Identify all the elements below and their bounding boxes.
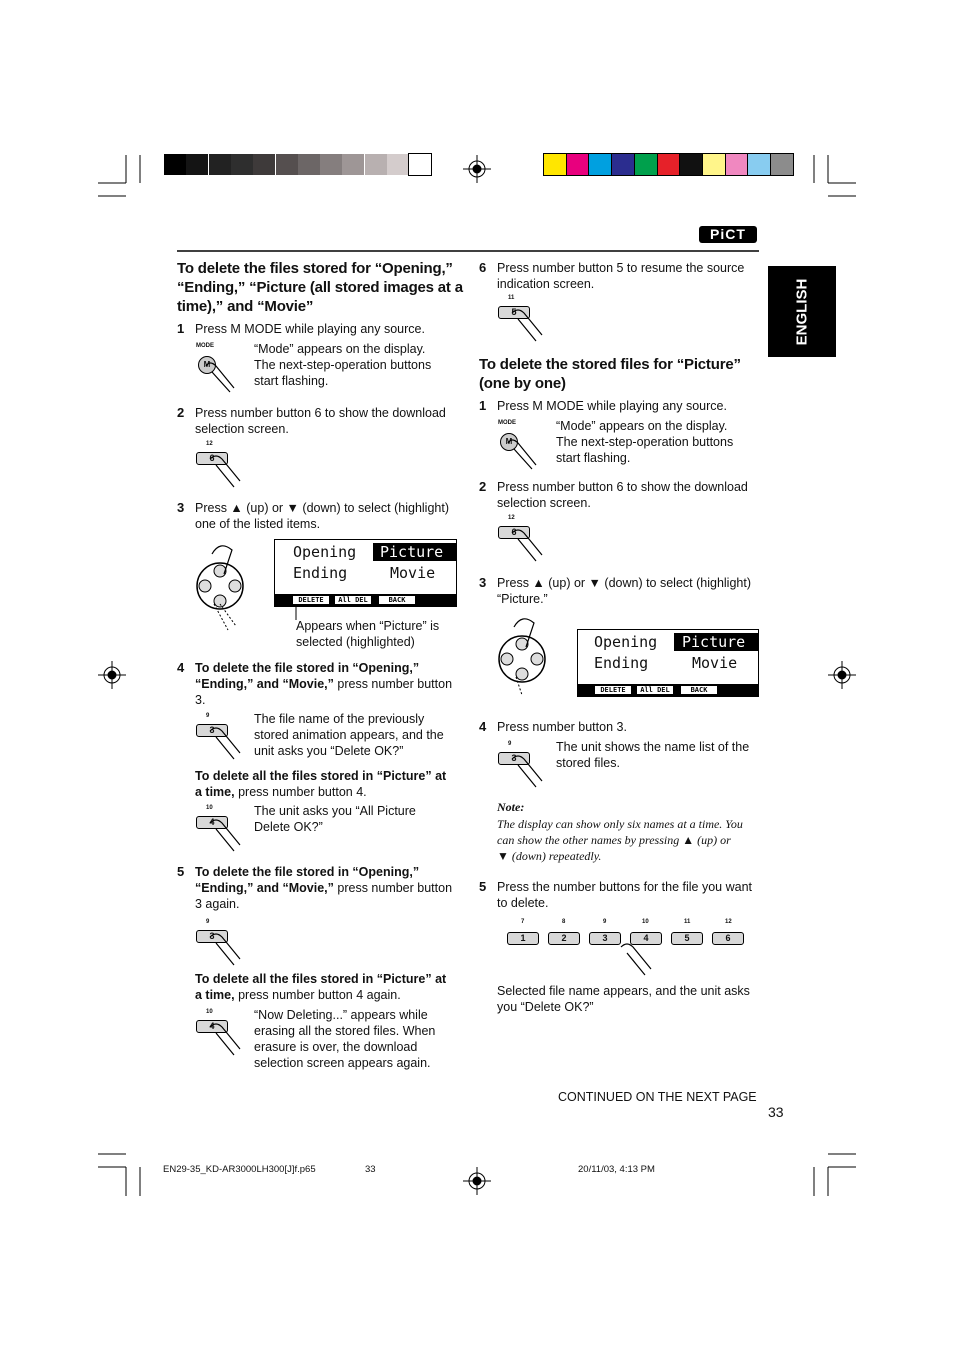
step-number: 4 xyxy=(177,660,185,675)
step-text: Press the number buttons for the file you want to delete. xyxy=(497,880,752,910)
gray-swatch xyxy=(342,154,364,175)
step-description: The unit asks you “All Picture Delete OK?” xyxy=(254,804,416,834)
step-description: Selected file name appears, and the unit asks you “Delete OK?” xyxy=(497,984,750,1014)
step-text: To delete the file stored in “Opening,” “Ending,” and “Movie,” press number button 3. xyxy=(195,661,453,707)
left-heading: To delete the files stored for “Opening,” “Ending,” “Picture (all stored images at a time),” and “Movie” xyxy=(177,260,463,315)
step-text: Press number button 6 to show the download selection screen. xyxy=(497,480,748,510)
step-description: “Mode” appears on the display. The next-step-operation buttons start flashing. xyxy=(556,419,734,465)
step-description: The unit shows the name list of the stored files. xyxy=(556,740,750,770)
number-buttons-row: 7 8 9 10 11 12 1 2 3 4 5 6 xyxy=(507,919,747,979)
step-number: 6 xyxy=(479,260,487,275)
lcd-display: Opening Picture Ending Movie DELETE All DEL BACK xyxy=(577,629,759,697)
step-description: “Mode” appears on the display. The next-step-operation buttons start flashing. xyxy=(254,342,432,388)
step-number: 2 xyxy=(479,479,487,494)
step-number: 1 xyxy=(177,321,185,336)
step-number: 5 xyxy=(479,879,487,894)
footer-filename: EN29-35_KD-AR3000LH300[J]f.p65 xyxy=(163,1164,316,1175)
number-button-2[interactable]: 2 xyxy=(548,932,580,945)
lcd-softkey-bar: DELETE All DEL BACK xyxy=(578,684,758,696)
finger-icon xyxy=(506,435,542,471)
number-button-3-illustration: 9 3 xyxy=(196,713,246,763)
finger-icon xyxy=(206,1019,246,1059)
step-number: 3 xyxy=(479,575,487,590)
page-number: 33 xyxy=(768,1104,784,1120)
footer-page: 33 xyxy=(365,1164,376,1175)
step-text: To delete all the files stored in “Picture” at a time, press number button 4 again. xyxy=(195,972,447,1002)
color-swatch xyxy=(680,154,702,175)
step-number: 4 xyxy=(479,719,487,734)
color-swatch xyxy=(635,154,657,175)
number-button-5-illustration: 11 5 xyxy=(498,295,548,345)
step-text: Press M MODE while playing any source. xyxy=(195,322,425,336)
gray-swatch xyxy=(409,154,431,175)
display-caption: Appears when “Picture” is selected (highlighted) xyxy=(296,619,440,649)
color-swatch xyxy=(771,154,793,175)
note-text: The display can show only six names at a time. You can show the other names by pressing ▲ (up) or ▼ (down) repeatedly. xyxy=(497,817,743,863)
note-title: Note: xyxy=(497,800,525,814)
number-button-3[interactable]: 3 xyxy=(589,932,621,945)
manual-page: PiCT ENGLISH To delete the files stored for “Opening,” “Ending,” “Picture (all stored images at a time),” and “Movie” 1 Press M MODE while playing any source. MODE M “Mode” appears on the display. The next-step-operation buttons start flashing. 2 Press number button 6 to show the download selection screen. 12 6 3 Press ▲ (up) or ▼ (down) to select (highlight) one of the listed items. Opening Picture Ending Movie DELETE All DEL BACK Appears when “Picture” is selected (highlighted) 4 To delete the file stored in “Opening,” “Ending,” and “Movie,” press number button 3. 9 3 The file name of the previously stored animation appears, and the unit asks you “Delete OK?” To delete all the files stored in “Picture” at a time, press number button 4. 10 4 The unit asks you “All Picture Delete OK?” 5 To delete the file stored in “Opening,” “Ending,” and “Movie,” press number button 3 again. 9 3 To delete all the files stored in “Picture” at a time, press number button 4 again. 10 4 “Now Deleting...” appears while erasing all the stored files. When erasure is over, the download selection screen appears again. 6 Press number button 5 to resume the source indication screen. 11 5 To delete the stored files for “Picture” (one by one) 1 Press M MODE while playing any source. MODE M “Mode” appears on the display. The next-step-operation buttons start flashing. 2 Press number button 6 to show the download selection screen. 12 6 3 Press ▲ (up) or ▼ (down) to select (highlight) “Picture.” Opening Picture Ending Movie DELETE All DEL BACK 4 Press number button 3. 9 3 The unit shows the name list of the stored files. Note: The display can show only six names at a time. You can show the other names by pressing ▲ (up) or ▼ (down) repeatedly. 5 Press the number buttons for the file you want to delete. 7 8 9 10 11 12 1 2 3 4 5 6 Selected file name appears, and the unit asks you “Delete OK?” CONTINUED ON THE NEXT PAGE 33 EN29-35_KD-AR3000LH300[J]f.p65 33 20/11/03, 4:13 PM xyxy=(0,0,954,1351)
pict-logo: PiCT xyxy=(699,226,757,243)
color-swatch xyxy=(658,154,680,175)
number-button-4-illustration: 10 4 xyxy=(196,805,246,855)
number-button-6-illustration: 12 6 xyxy=(196,441,246,491)
color-swatch xyxy=(726,154,748,175)
finger-icon xyxy=(206,815,246,855)
step-text: Press ▲ (up) or ▼ (down) to select (highlight) “Picture.” xyxy=(497,576,751,606)
finger-icon xyxy=(508,525,548,565)
gray-swatch xyxy=(365,154,387,175)
number-button-4[interactable]: 4 xyxy=(630,932,662,945)
step-description: The file name of the previously stored animation appears, and the unit asks you “Delete OK?” xyxy=(254,712,444,758)
lcd-display: Opening Picture Ending Movie DELETE All DEL BACK xyxy=(274,539,457,607)
finger-icon xyxy=(508,751,548,791)
color-swatch xyxy=(544,154,566,175)
gray-swatch xyxy=(231,154,253,175)
color-swatch xyxy=(567,154,589,175)
step-number: 2 xyxy=(177,405,185,420)
gray-swatch xyxy=(209,154,231,175)
number-button-6-illustration: 12 6 xyxy=(498,515,548,565)
color-swatch xyxy=(589,154,611,175)
step-number: 3 xyxy=(177,500,185,515)
step-text: Press number button 3. xyxy=(497,720,627,734)
lcd-softkey-bar: DELETE All DEL BACK xyxy=(275,594,456,606)
finger-icon xyxy=(508,305,548,345)
finger-icon xyxy=(617,939,657,979)
finger-icon xyxy=(206,451,246,491)
finger-icon xyxy=(204,358,240,394)
gray-swatch xyxy=(298,154,320,175)
color-swatch xyxy=(748,154,770,175)
number-button-3-illustration: 9 3 xyxy=(498,741,548,791)
finger-icon xyxy=(206,723,246,763)
continued-note: CONTINUED ON THE NEXT PAGE xyxy=(558,1090,757,1104)
number-button-3-illustration: 9 3 xyxy=(196,919,246,969)
gray-swatch xyxy=(320,154,342,175)
gray-swatch xyxy=(164,154,186,175)
control-dial-illustration xyxy=(192,540,252,634)
control-dial-illustration xyxy=(494,613,554,707)
step-text: Press number button 5 to resume the source indication screen. xyxy=(497,261,745,291)
step-text: Press number button 6 to show the download selection screen. xyxy=(195,406,446,436)
gray-swatch xyxy=(253,154,275,175)
gray-swatch xyxy=(387,154,409,175)
language-tab: ENGLISH xyxy=(768,266,836,357)
number-button-6[interactable]: 6 xyxy=(712,932,744,945)
number-button-4-illustration: 10 4 xyxy=(196,1009,246,1059)
step-text: To delete the file stored in “Opening,” “Ending,” and “Movie,” press number button 3 again. xyxy=(195,865,453,911)
number-button-1[interactable]: 1 xyxy=(507,932,539,945)
step-number: 5 xyxy=(177,864,185,879)
finger-icon xyxy=(206,929,246,969)
number-button-5[interactable]: 5 xyxy=(671,932,703,945)
step-number: 1 xyxy=(479,398,487,413)
gray-swatch xyxy=(276,154,298,175)
step-text: Press M MODE while playing any source. xyxy=(497,399,727,413)
color-swatch xyxy=(612,154,634,175)
step-description: “Now Deleting...” appears while erasing all the stored files. When erasure is over, the download selection screen appears again. xyxy=(254,1008,436,1070)
right-heading: To delete the stored files for “Picture” (one by one) xyxy=(479,356,741,392)
step-text: To delete all the files stored in “Picture” at a time, press number button 4. xyxy=(195,769,447,799)
step-text: Press ▲ (up) or ▼ (down) to select (highlight) one of the listed items. xyxy=(195,501,449,531)
gray-swatch xyxy=(186,154,208,175)
footer-date: 20/11/03, 4:13 PM xyxy=(578,1164,655,1175)
color-swatch xyxy=(703,154,725,175)
